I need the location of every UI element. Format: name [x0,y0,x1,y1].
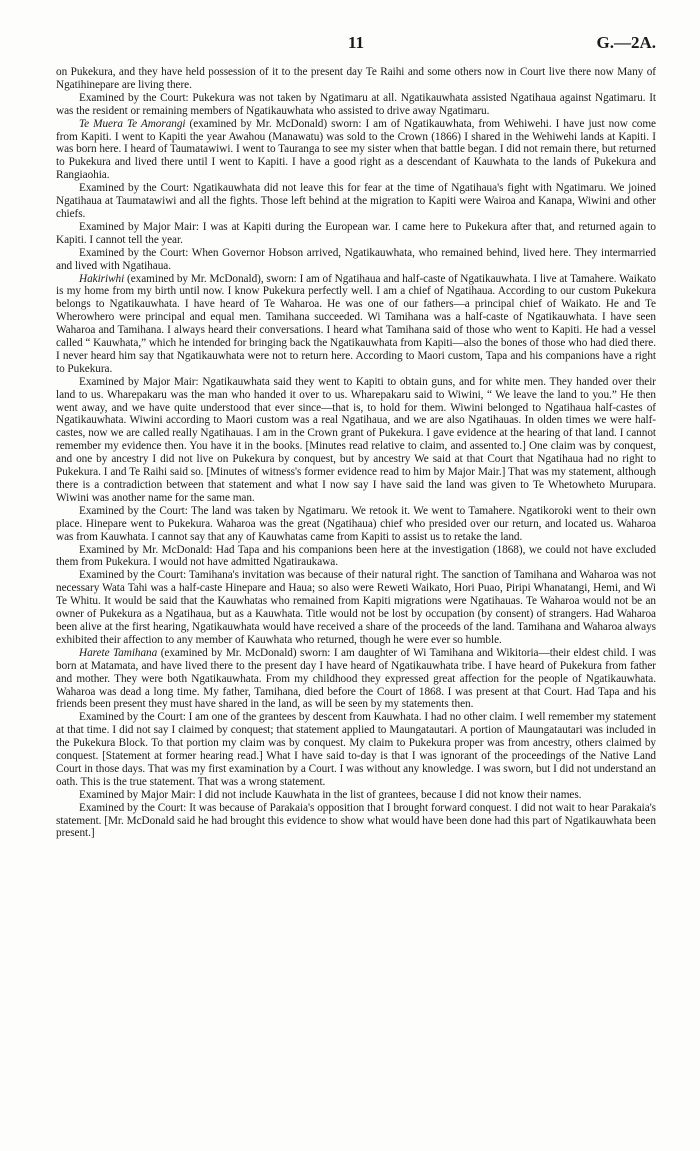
paragraph-text: Examined by Mr. McDonald: Had Tapa and his companions been here at the investigation (1868), we could not have excluded them from Pukekura. I would not have admitted Ngatiraukawa. [56,543,656,569]
paragraph-text: Examined by the Court: When Governor Hobson arrived, Ngatikauwhata, who remained behind, lived here. They intermarried and lived with Ngatihaua. [56,246,656,272]
paragraph-p01 [56,66,656,92]
paragraph-p12 [56,647,656,712]
paragraph-p14 [56,789,656,802]
paragraph-p15 [56,802,656,841]
paragraph-text: Examined by the Court: It was because of Parakaia's opposition that I brought forward conquest. I did not wait to hear Parakaia's statement. [Mr. McDonald said he had brought this evidence to show what would have been done had this part of Ngatikauwhata been present.] [56,801,656,840]
page-header [56,33,656,55]
paragraph-p10 [56,544,656,570]
paragraph-text: Examined by Major Mair: Ngatikauwhata said they went to Kapiti to obtain guns, and for white men. They handed over their land to us. Wharepakaru was the man who handed it over to us. Wharepakaru said to Wiwini, “ We leave the land to you.” He then went away, and we have quite understood that ever since—that is, to hold for them. Wiwini belonged to Ngatihaua half-castes of Ngatikauwhata. Wiwini according to Maori custom was a real Ngatihaua, and we are also Ngatihauas. In olden times we were half-castes, now we are called really Ngatihauas. I am in the Crown grant of Pukekura. I gave evidence at the hearing of that land. I cannot remember my evidence then. You have it in the books. [Minutes read relative to claim, and assented to.] One claim was by conquest, and one by ancestry I did not live on Pukekura by conquest, but by ancestry We said at that Court that Ngatihaua had no right to Pukekura. I and Te Raihi said so. [Minutes of witness's former evidence read to him by Major Mair.] That was my statement, although there is a contradiction between that statement and what I now say I have said the land was given to Te Whetowheto Murupara. Wiwini was another name for the same man. [56,375,656,504]
paragraph-p09 [56,505,656,544]
paragraph-text: Examined by the Court: I am one of the grantees by descent from Kauwhata. I had no other claim. I well remember my statement at that time. I did not say I claimed by conquest; that statement applied to Maungatautari. A portion of Maungatautari was included in the Pukekura Block. To that portion my claim was by conquest. My claim to Pukekura proper was from ancestry, others claimed by conquest. [Statement at former hearing read.] What I have said to-day is that I was ignorant of the proceedings of the Native Land Court in those days. That was my first examination by a Court. I was without any knowledge. I was sworn, but I did not understand an oath. This is the true statement. That was a wrong statement. [56,711,656,788]
paragraph-p04 [56,182,656,221]
paragraph-text: Examined by Major Mair: I did not include Kauwhata in the list of grantees, because I did not know their names. [79,788,582,801]
paragraph-p06 [56,247,656,273]
paragraph-p13 [56,711,656,788]
paragraph-p03 [56,118,656,183]
paragraph-text: on Pukekura, and they have held possession of it to the present day Te Raihi and some others now in Court live there now Many of Ngatihinepare are living there. [56,66,656,91]
paragraph-text: Examined by the Court: Pukekura was not taken by Ngatimaru at all. Ngatikauwhata assisted Ngatihaua against Ngatimaru. It was the resident or remaining members of Ngatikauwhata who assisted to drive away Ngatimaru. [56,91,656,117]
page-number: 11 [347,33,365,52]
document-reference: G.—2A. [596,33,656,52]
paragraph-text: Examined by the Court: The land was taken by Ngatimaru. We retook it. We went to Tamahere. Ngatikoroki went to their own place. Hinepare went to Pukekura. Waharoa was the great (Ngatihaua) chief who presided over our return, and located us. Waharoa was from Kauwhata. I cannot say that any of Kauwhatas came from Kapiti to assist us to retake the land. [56,504,656,543]
paragraph-text: (examined by Mr. McDonald), sworn: I am of Ngatihaua and half-caste of Ngatikauwhata. I live at Tamahere. Waikato is my home from my birth until now. I know Pukekura perfectly well. I am a chief of Ngatihaua. According to our custom Pukekura belongs to Ngatikauwhata. I have heard of Te Waharoa. He was one of our fathers—a principal chief of Waikato. He and Te Wherowhero were principal and equal men. Tamihana succeeded. Wi Tamihana was a half-caste of Ngatikauwhata. I have seen Waharoa and Tamihana. I always heard their conversations. I heard what Tamihana said of those who went to Kapiti. He had a vessel called “ Kauwhata,” which he intended for bringing back the Ngatikauwhata from Kapiti—also the bones of those who had died there. I never heard him say that Ngatikauwhata were not to return here. According to Maori custom, Tapa and his companions have a right to Pukekura. [56,272,656,375]
paragraph-text: (examined by Mr. McDonald) sworn: I am of Ngatikauwhata, from Wehiwehi. I have just now come from Kapiti. I went to Kapiti the year Awahou (Manawatu) was sold to the Crown (1866) I shared in the Wehiwehi lands at Kapiti. I was born here. I heard of Taumatawiwi. I went to Tauranga to see my sister when that battle began. I did not remain there, but returned to Pukekura and lived there until I went to Kapiti. I have a good right as a descendant of Kauwhata to the lands of Pukekura and Rangiaohia. [56,117,656,182]
witness-name: Te Muera Te Amorangi [79,117,186,130]
paragraph-text: Examined by Major Mair: I was at Kapiti during the European war. I came here to Pukekura after that, and returned again to Kapiti. I cannot tell the year. [56,220,656,246]
paragraph-p02 [56,92,656,118]
document-body [56,66,656,840]
paragraph-text: Examined by the Court: Tamihana's invitation was because of their natural right. The sanction of Tamihana and Waharoa was not necessary Wata Tahi was a half-caste Hinepare and Haua; so also were Reweti Waikato, Hori Puao, Piripi Whanatangi, Hemi, and Wi Te Whitu. It would be said that the Kauwhatas who remained from Kapiti migrations were Ngatihauas. Te Waharoa would not be an owner of Pukekura as a Ngatihaua, but as a Kauwhata. Title would not be lost by occupation (by consent) of strangers. Had Waharoa been alive at the first hearing, Ngatikauwhata would have received a share of the proceeds of the land. Tamihana and Waharoa always exhibited their affection to any member of Kauwhata who returned, though he were ever so humble. [56,569,656,646]
paragraph-p05 [56,221,656,247]
witness-name: Hakiriwhi [79,272,125,285]
paragraph-p08 [56,376,656,505]
paragraph-text: (examined by Mr. McDonald) sworn: I am daughter of Wi Tamihana and Wikitoria—their eldest child. I was born at Matamata, and have lived there to the present day I have heard of Ngatikauwhata tribe. I have heard of Pukekura from father and mother. They were both Ngatikauwhata. From my childhood they expressed great affection for the people of Ngatikauwhata. Waharoa was dead a long time. My father, Tamihana, died before the Court of 1868. I was present at that Court. Had Tapa and his friends been present they must have shared in the land, as will be seen by my statements then. [56,646,656,711]
witness-name: Harete Tamihana [79,646,158,659]
paragraph-p07 [56,273,656,376]
paragraph-p11 [56,569,656,646]
paragraph-text: Examined by the Court: Ngatikauwhata did not leave this for fear at the time of Ngatihaua's fight with Ngatimaru. We joined Ngatihaua at Taumatawiwi and all the fights. Those left behind at the migration to Kapiti were Wairoa and Kanapa, Wiwini and other chiefs. [56,182,656,220]
